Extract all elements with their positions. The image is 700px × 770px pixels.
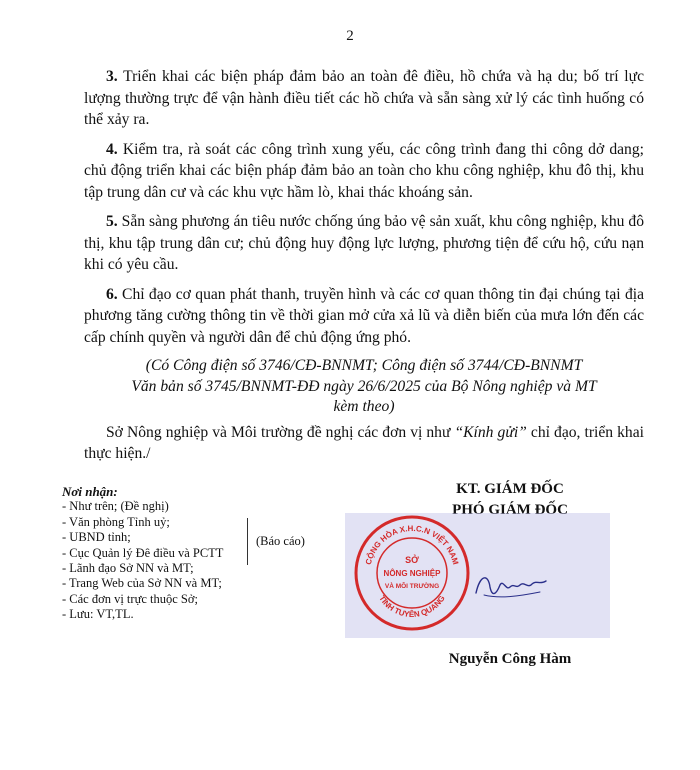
recipient-item: - Văn phòng Tỉnh uỷ; [62, 514, 170, 529]
paragraph-text: Chỉ đạo cơ quan phát thanh, truyền hình và các cơ quan thông tin đại chúng tại địa phương tăng cường thông tin về thời gian mở cửa xả lũ và diễn biến của mưa lớn đến các cấp chính quyền và người dân để chủ động ứng phó. [84, 285, 644, 346]
attachment-line: kèm theo) [333, 398, 395, 415]
closing-quoted: “Kính gửi” [454, 423, 527, 441]
paragraph-4 [84, 139, 644, 204]
recipient-item: - Trang Web của Sở NN và MT; [62, 576, 222, 591]
recipient-list [62, 499, 332, 622]
recipient-item: - Cục Quản lý Đê điều và PCTT [62, 545, 224, 560]
seal-inner-line2: NÔNG NGHIỆP [383, 569, 441, 578]
page-number: 2 [346, 28, 354, 44]
paragraph-text: Sẵn sàng phương án tiêu nước chống úng bảo vệ sản xuất, khu công nghiệp, khu đô thị, khu tập trung dân cư; chủ động huy động lực lượng, phương tiện để cứu hộ, cứu nạn khi có yêu cầu. [84, 213, 644, 273]
signer-title-line2: PHÓ GIÁM ĐỐC [452, 502, 568, 518]
recipient-item: - Lưu: VT,TL. [62, 607, 134, 622]
seal-ring-bottom: TỈNH TUYÊN QUANG [377, 593, 447, 620]
handwritten-signature-icon [470, 565, 550, 605]
report-brace [247, 518, 248, 565]
recipients-block [62, 484, 332, 623]
seal-ring-top: CỘNG HÒA X.H.C.N VIỆT NAM [363, 523, 461, 566]
seal-inner-line1: SỞ [405, 555, 419, 565]
paragraph-6 [84, 284, 644, 349]
paragraph-number: 3. [106, 68, 118, 85]
paragraph-3 [84, 66, 644, 131]
signer-name: Nguyễn Công Hàm [448, 651, 572, 667]
recipient-item: - Các đơn vị trực thuộc Sở; [62, 591, 198, 606]
paragraph-number: 4. [106, 140, 118, 158]
attachment-note [84, 356, 644, 418]
paragraph-text: Triển khai các biện pháp đảm bảo an toàn đê điều, hồ chứa và hạ du; bố trí lực lượng thường trực để vận hành điều tiết các hồ chứa và sẵn sàng xử lý các tình huống có thể xảy ra. [84, 68, 644, 128]
document-body [84, 66, 644, 473]
closing-paragraph [84, 422, 644, 465]
paragraph-5 [84, 211, 644, 276]
paragraph-text: Kiểm tra, rà soát các công trình xung yếu, các công trình đang thi công dở dang; chủ động triển khai các biện pháp đảm bảo an toàn cho khu công nghiệp, khu đô thị, khu tập trung dân cư và các khu vực hầm lò, khai thác khoáng sản. [84, 140, 644, 201]
paragraph-number: 6. [106, 285, 118, 303]
seal-inner-line3: VÀ MÔI TRƯỜNG [384, 583, 440, 590]
recipients-title: Nơi nhận: [62, 484, 118, 499]
attachment-line: (Có Công điện số 3746/CĐ-BNNMT; Công điện số 3744/CĐ-BNNMT [145, 357, 583, 374]
recipient-item: - UBND tỉnh; [62, 530, 131, 545]
recipient-item: - Như trên; (Đề nghị) [62, 499, 169, 514]
closing-text-before: Sở Nông nghiệp và Môi trường đề nghị các đơn vị như [106, 423, 455, 441]
recipient-item: - Lãnh đạo Sở NN và MT; [62, 561, 194, 576]
attachment-line: Văn bản số 3745/BNNMT-ĐĐ ngày 26/6/2025 của Bộ Nông nghiệp và MT [131, 377, 597, 395]
official-seal-icon [352, 513, 472, 633]
report-note: (Báo cáo) [256, 534, 305, 548]
closing-text-after: chỉ đạo, triển khai thực hiện./ [84, 423, 644, 462]
signer-title-line1: KT. GIÁM ĐỐC [456, 481, 564, 497]
paragraph-number: 5. [106, 213, 118, 230]
